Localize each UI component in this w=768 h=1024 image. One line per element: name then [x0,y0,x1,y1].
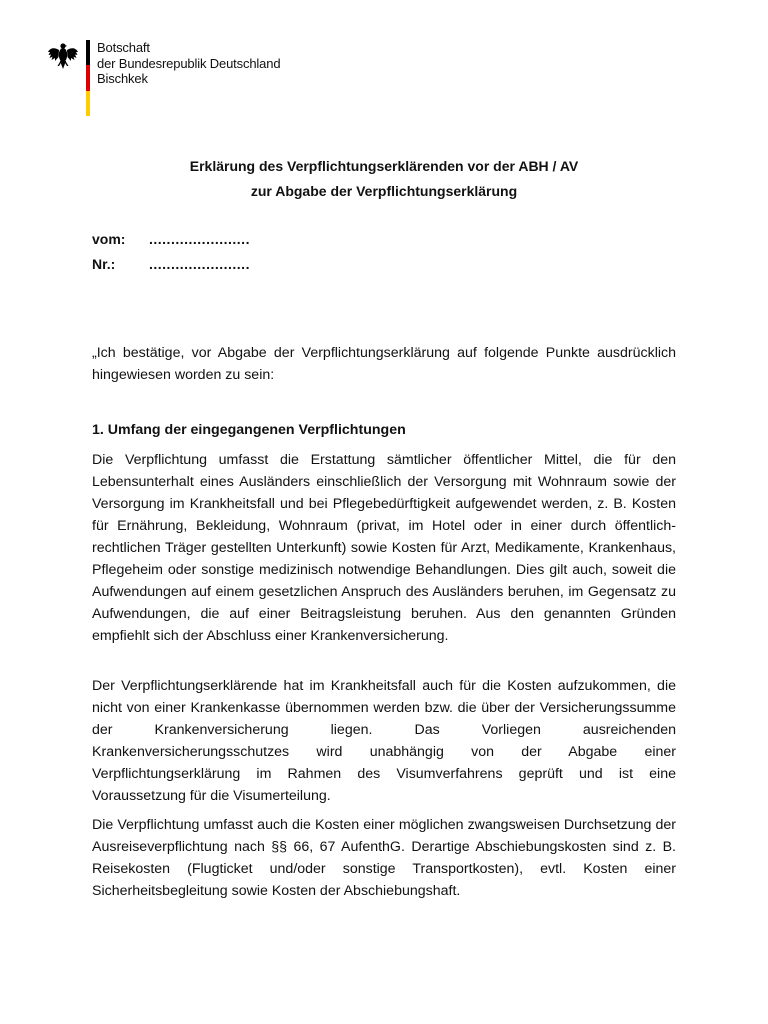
vom-value: ....................... [149,231,250,247]
flag-stripe-red [86,65,90,90]
org-line-3: Bischkek [97,71,148,86]
flag-stripe-gold [86,91,90,116]
org-line-1: Botschaft [97,40,150,55]
organisation-name [97,40,280,87]
nr-label: Nr.: [92,256,116,272]
section-heading: 1. Umfang der eingegangenen Verpflichtungen [92,422,406,438]
flag-bar [86,40,90,116]
body-paragraph-3: Die Verpflichtung umfasst auch die Kosten einer möglichen zwangsweisen Durchsetzung der Ausreiseverpflichtung nach §§ 66, 67 AufenthG. Derartige Abschiebungskosten sind z. B. Reisekosten (Flugticket und/oder sonstige Transportkosten), evtl. Kosten einer Sicherheitsbegleitung sowie Kosten der Abschiebungshaft. [92,817,676,899]
org-line-2: der Bundesrepublik Deutschland [97,55,281,71]
intro-paragraph: „Ich bestätige, vor Abgabe der Verpflichtungserklärung auf folgende Punkte ausdrücklich hingewiesen worden zu sein: [92,345,676,383]
federal-eagle-icon [47,40,79,72]
document-title-line-2: zur Abgabe der Verpflichtungserklärung [250,183,518,199]
body-paragraph-1: Die Verpflichtung umfasst die Erstattung sämtlicher öffentlicher Mittel, die für den Lebensunterhalt eines Ausländers einschließlich der Versorgung mit Wohnraum sowie der Versorgung im Krankheitsfall und bei Pflegebedürftigkeit aufgewendet werden, z. B. Kosten für Ernährung, Bekleidung, Wohnraum (privat, im Hotel oder in einer durch öffentlich-rechtlichen Träger gestellten Unterkunft) sowie Kosten für Arzt, Medikamente, Krankenhaus, Pflegeheim oder sonstige medizinisch notwendige Behandlungen. Dies gilt auch, soweit die Aufwendungen auf einem gesetzlichen Anspruch des Ausländers beruhen, im Gegensatz zu Aufwendungen, die auf einer Beitragsleistung beruhen. Aus den genannten Gründen empfiehlt sich der Abschluss einer Krankenversicherung. [92,452,676,644]
nr-value: ....................... [149,256,250,272]
vom-label: vom: [92,231,126,247]
body-paragraph-2: Der Verpflichtungserklärende hat im Krankheitsfall auch für die Kosten aufzukommen, die nicht von einer Krankenkasse übernommen werden bzw. die über der Versicherungssumme der Krankenversicherung liegen. Das Vorliegen ausreichenden Krankenversicherungsschutzes wird unabhängig von der Abgabe einer Verpflichtungserklärung im Rahmen des Visumverfahrens geprüft und ist eine Voraussetzung für die Visumerteilung. [92,678,676,804]
document-title-line-1: Erklärung des Verpflichtungserklärenden vor der ABH / AV [189,158,579,174]
flag-stripe-black [86,40,90,65]
